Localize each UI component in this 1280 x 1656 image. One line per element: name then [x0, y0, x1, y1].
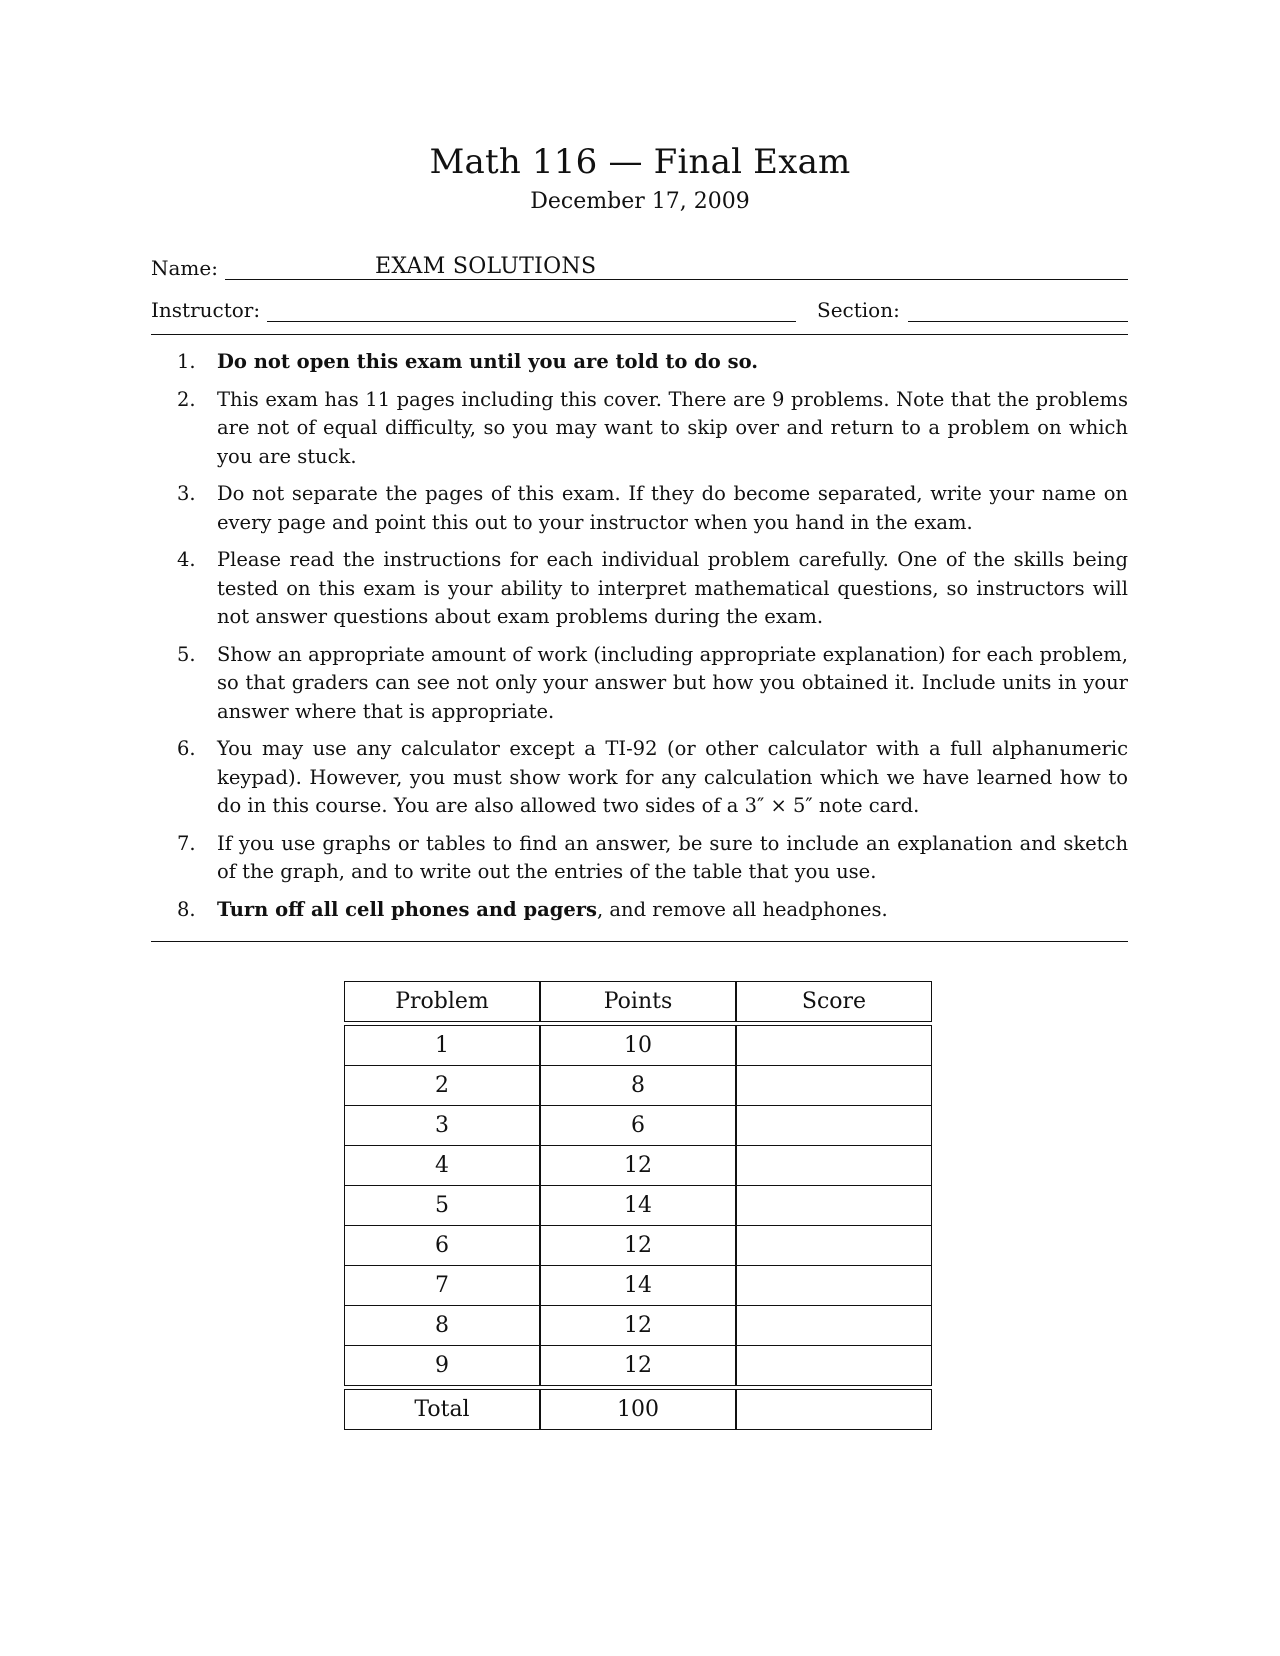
total-row — [344, 1389, 932, 1430]
score-cell[interactable] — [736, 1226, 932, 1266]
table-row — [344, 1186, 932, 1226]
instruction-number: 4. — [177, 548, 196, 571]
instruction-text: Please read the instructions for each individual problem carefully. One of the skills being tested on this exam is your ability to interpret mathematical questions, so instructors will not answer questions about exam problems during the exam. — [217, 548, 1128, 628]
table-row — [344, 1025, 932, 1066]
instruction-number: 8. — [177, 897, 196, 921]
top-divider — [151, 334, 1128, 335]
instruction-number: 2. — [177, 387, 196, 411]
name-value: EXAM SOLUTIONS — [375, 254, 597, 279]
instruction-text: Show an appropriate amount of work (including appropriate explanation) for each problem, so that graders can see not only your answer but how you obtained it. Include units in your answer where that is appropriate. — [217, 642, 1128, 723]
header-problem: Problem — [344, 981, 540, 1022]
problem-cell: 6 — [344, 1226, 540, 1266]
exam-date: December 17, 2009 — [530, 189, 750, 214]
problem-cell: 7 — [344, 1266, 540, 1306]
points-cell: 6 — [540, 1106, 736, 1146]
instruction-item — [151, 546, 1128, 632]
problem-cell: 9 — [344, 1346, 540, 1386]
score-cell[interactable] — [736, 1106, 932, 1146]
score-cell[interactable] — [736, 1025, 932, 1066]
instruction-item — [151, 386, 1128, 472]
name-label: Name: — [151, 256, 218, 280]
points-cell: 12 — [540, 1346, 736, 1386]
name-row — [151, 256, 1128, 280]
instruction-number: 7. — [177, 831, 196, 855]
instruction-text: This exam has 11 pages including this cover. There are 9 problems. Note that the problems are not of equal difficulty, so you may want to skip over and return to a problem on which you are stuck. — [217, 387, 1128, 468]
score-cell[interactable] — [736, 1266, 932, 1306]
instruction-item — [151, 896, 1128, 925]
instruction-text: If you use graphs or tables to find an answer, be sure to include an explanation and sketch of the graph, and to write out the entries of the table that you use. — [217, 831, 1128, 883]
instructor-label: Instructor: — [151, 298, 261, 322]
table-row — [344, 1346, 932, 1386]
points-cell: 14 — [540, 1266, 736, 1306]
section-label: Section: — [817, 298, 900, 322]
points-cell: 12 — [540, 1306, 736, 1346]
instruction-bold: Turn off all cell phones and pagers — [217, 897, 598, 921]
section-field[interactable] — [908, 321, 1128, 322]
instruction-text: You may use any calculator except a TI-92 (or other calculator with a full alphanumeric keypad). However, you must show work for any calculation which we have learned how to do in this course. You are also allowed two sides of a 3″ × 5″ note card. — [217, 737, 1128, 817]
table-row — [344, 1066, 932, 1106]
problem-cell: 5 — [344, 1186, 540, 1226]
table-row — [344, 1146, 932, 1186]
total-points: 100 — [540, 1389, 736, 1430]
score-table-header — [344, 981, 932, 1022]
page-title: Math 116 — Final Exam — [429, 142, 851, 182]
instruction-text: , and remove all headphones. — [597, 897, 888, 921]
instruction-number: 6. — [177, 737, 196, 760]
instruction-item — [151, 480, 1128, 537]
table-row — [344, 1306, 932, 1346]
points-cell: 12 — [540, 1146, 736, 1186]
header-points: Points — [540, 981, 736, 1022]
total-score[interactable] — [736, 1389, 932, 1430]
instructions-list — [151, 348, 1128, 933]
points-cell: 12 — [540, 1226, 736, 1266]
points-cell: 14 — [540, 1186, 736, 1226]
score-cell[interactable] — [736, 1186, 932, 1226]
points-cell: 8 — [540, 1066, 736, 1106]
problem-cell: 1 — [344, 1025, 540, 1066]
name-field[interactable] — [225, 279, 1128, 280]
instruction-bold: Do not open this exam until you are told to do so. — [217, 350, 759, 373]
score-cell[interactable] — [736, 1346, 932, 1386]
bottom-divider — [151, 941, 1128, 942]
total-label: Total — [344, 1389, 540, 1430]
problem-cell: 2 — [344, 1066, 540, 1106]
score-cell[interactable] — [736, 1146, 932, 1186]
table-row — [344, 1226, 932, 1266]
problem-cell: 8 — [344, 1306, 540, 1346]
instruction-item — [151, 735, 1128, 821]
instructor-field[interactable] — [267, 321, 796, 322]
instruction-item — [151, 830, 1128, 887]
instructor-section-row — [151, 298, 1128, 322]
table-row — [344, 1266, 932, 1306]
score-cell[interactable] — [736, 1306, 932, 1346]
points-cell: 10 — [540, 1025, 736, 1066]
instruction-number: 3. — [177, 482, 196, 505]
instruction-number: 1. — [177, 350, 196, 373]
score-table — [344, 981, 932, 1430]
instruction-number: 5. — [177, 642, 196, 666]
score-cell[interactable] — [736, 1066, 932, 1106]
header-score: Score — [736, 981, 932, 1022]
instruction-item — [151, 641, 1128, 727]
problem-cell: 4 — [344, 1146, 540, 1186]
instruction-text: Do not separate the pages of this exam. If they do become separated, write your name on every page and point this out to your instructor when you hand in the exam. — [217, 482, 1128, 534]
problem-cell: 3 — [344, 1106, 540, 1146]
instruction-item — [151, 348, 1128, 377]
table-row — [344, 1106, 932, 1146]
